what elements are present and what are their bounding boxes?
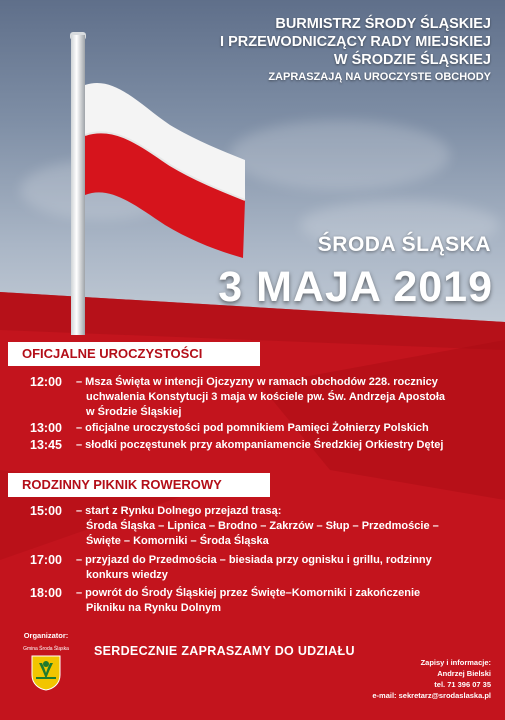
- picnic-item-time: 15:00: [30, 504, 62, 518]
- contact-phone: tel. 71 396 07 35: [434, 680, 491, 689]
- official-item-desc: [76, 375, 445, 420]
- desc-line: Środa Śląska – Lipnica – Brodno – Zakrzów – Słup – Przedmoście –: [86, 520, 439, 532]
- polish-flag-icon: [85, 80, 247, 260]
- header-line-2: I PRZEWODNICZĄCY RADY MIEJSKIEJ: [220, 34, 491, 50]
- picnic-item-desc: [76, 553, 432, 583]
- desc-line: – start z Rynku Dolnego przejazd trasą:: [76, 505, 282, 517]
- desc-line: – słodki poczęstunek przy akompaniamencie Średzkiej Orkiestry Dętej: [76, 439, 444, 451]
- picnic-item-desc: [76, 586, 420, 616]
- contact-heading: Zapisy i informacje:: [420, 658, 491, 667]
- desc-line: – przyjazd do Przedmościa – biesiada przy ognisku i grillu, rodzinny: [76, 554, 432, 566]
- contact-person: Andrzej Bielski: [437, 669, 491, 678]
- coat-of-arms-icon: [31, 655, 61, 691]
- official-item-desc: [76, 438, 443, 453]
- official-item-time: 13:45: [30, 438, 62, 452]
- header-line-3: W ŚRODZIE ŚLĄSKIEJ: [333, 52, 491, 68]
- desc-line: Pikniku na Rynku Dolnym: [86, 602, 222, 614]
- header-line-4: ZAPRASZAJĄ NA UROCZYSTE OBCHODY: [268, 71, 491, 83]
- official-section-heading: OFICJALNE UROCZYSTOŚCI: [8, 342, 260, 366]
- official-item-desc: [76, 421, 429, 436]
- desc-line: uchwalenia Konstytucji 3 maja w kościele pw. Św. Andrzeja Apostoła: [86, 391, 446, 403]
- desc-line: – powrót do Środy Śląskiej przez Święte–Komorniki i zakończenie: [76, 587, 421, 599]
- invitation-text: SERDECZNIE ZAPRASZAMY DO UDZIAŁU: [94, 644, 355, 658]
- picnic-item-time: 18:00: [30, 586, 62, 600]
- official-item-time: 13:00: [30, 421, 62, 435]
- picnic-section-heading: RODZINNY PIKNIK ROWEROWY: [8, 473, 270, 497]
- event-date: 3 MAJA 2019: [218, 263, 493, 311]
- flagpole: [71, 35, 85, 335]
- desc-line: – oficjalne uroczystości pod pomnikiem Pamięci Żołnierzy Polskich: [76, 422, 429, 434]
- invitation-header: [201, 15, 491, 85]
- event-city: ŚRODA ŚLĄSKA: [317, 233, 491, 256]
- organizer-name: Gmina Środa Śląska: [23, 646, 69, 652]
- desc-line: Święte – Komorniki – Środa Śląska: [86, 535, 269, 547]
- desc-line: w Środzie Śląskiej: [86, 406, 182, 418]
- organizer-block: [14, 631, 78, 691]
- header-line-1: BURMISTRZ ŚRODY ŚLĄSKIEJ: [275, 16, 491, 32]
- picnic-item-desc: [76, 504, 439, 549]
- official-item-time: 12:00: [30, 375, 62, 389]
- desc-line: konkurs wiedzy: [86, 569, 168, 581]
- organizer-label: Organizator:: [23, 631, 69, 640]
- picnic-item-time: 17:00: [30, 553, 62, 567]
- desc-line: – Msza Święta w intencji Ojczyzny w ramach obchodów 228. rocznicy: [76, 376, 438, 388]
- contact-email[interactable]: e-mail: sekretarz@srodaslaska.pl: [372, 691, 491, 700]
- contact-info: [372, 657, 491, 701]
